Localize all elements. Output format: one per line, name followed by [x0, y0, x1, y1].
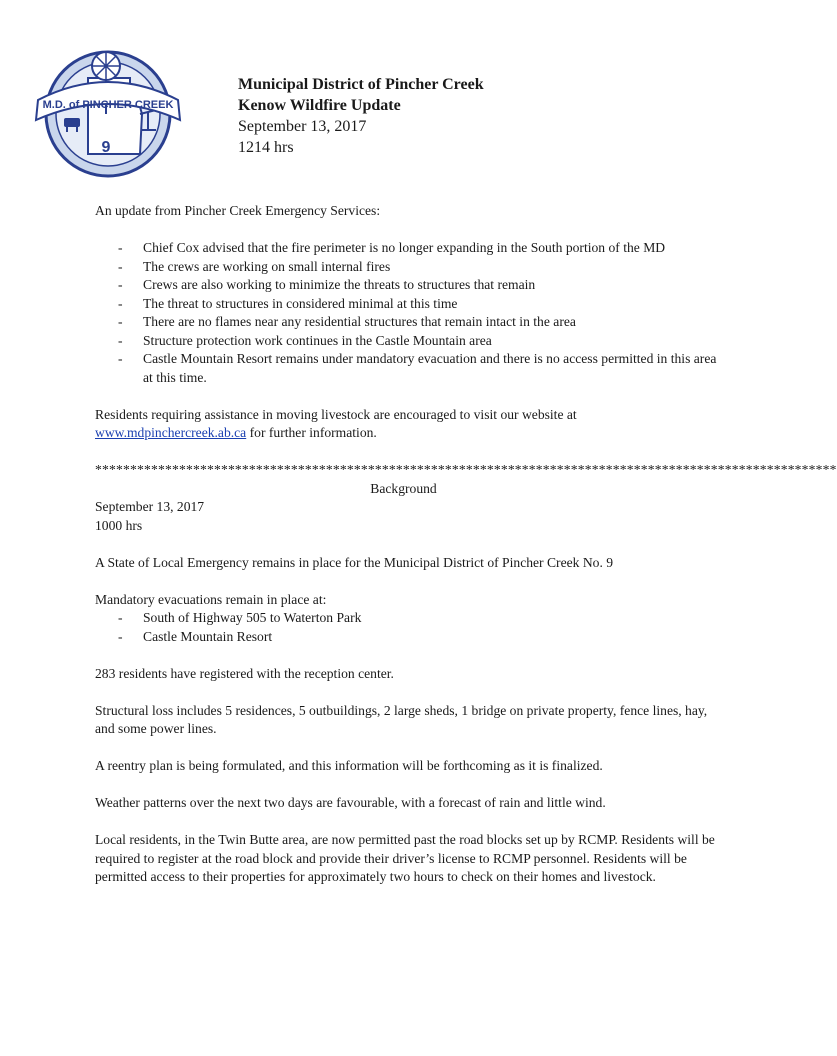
list-item: - There are no flames near any residential structures that remain intact in the area [95, 313, 725, 332]
logo-number: 9 [101, 139, 111, 156]
update-list [95, 239, 725, 387]
header-date: September 13, 2017 [238, 118, 367, 135]
org-name: Municipal District of Pincher Creek [238, 76, 484, 93]
structural-loss: Structural loss includes 5 residences, 5 outbuildings, 2 large sheds, 1 bridge on private property, fence lines, hay, and some power lines. [95, 702, 708, 736]
background-time: 1000 hrs [95, 517, 143, 533]
list-item: - Castle Mountain Resort remains under mandatory evacuation and there is no access permitted in this area at this time. [95, 350, 725, 387]
list-item: - The threat to structures in considered minimal at this time [95, 295, 725, 314]
list-item: - South of Highway 505 to Waterton Park [95, 609, 725, 628]
separator-line: ********************************************************************************************************** [95, 462, 837, 477]
evacuation-intro: Mandatory evacuations remain in place at: [95, 591, 327, 607]
document-title: Kenow Wildfire Update [238, 97, 401, 114]
livestock-text-after: for further information. [246, 425, 377, 440]
list-item: - Structure protection work continues in the Castle Mountain area [95, 332, 725, 351]
evacuation-list [95, 609, 725, 646]
website-link[interactable]: www.mdpinchercreek.ab.ca [95, 425, 247, 440]
background-heading: Background [370, 480, 437, 496]
list-item: - Castle Mountain Resort [95, 628, 725, 647]
reentry-plan: A reentry plan is being formulated, and this information will be forthcoming as it is finalized. [95, 758, 603, 773]
document-body [95, 202, 837, 887]
local-residents-note: Local residents, in the Twin Butte area, are now permitted past the road blocks set up by RCMP. Residents will be required to register at the road block and provide their driver’s license to RCMP personnel. Residents will be permitted access to their properties for approximately two hours to check on their homes and livestock. [95, 832, 715, 884]
list-item: - Chief Cox advised that the fire perimeter is no longer expanding in the South portion of the MD [95, 239, 725, 258]
document-header [238, 74, 484, 158]
md-pincher-creek-logo [30, 34, 186, 190]
list-item: - The crews are working on small internal fires [95, 258, 725, 277]
background-date: September 13, 2017 [95, 499, 205, 514]
registered-count: 283 residents have registered with the reception center. [95, 665, 394, 681]
logo-arc-text: M.D. of PINCHER CREEK [42, 99, 174, 111]
list-item: - Crews are also working to minimize the threats to structures that remain [95, 276, 725, 295]
livestock-paragraph [95, 406, 725, 443]
emergency-statement: A State of Local Emergency remains in place for the Municipal District of Pincher Creek No. 9 [95, 554, 614, 570]
weather-note: Weather patterns over the next two days are favourable, with a forecast of rain and little wind. [95, 795, 606, 810]
header-time: 1214 hrs [238, 139, 294, 156]
update-intro: An update from Pincher Creek Emergency Services: [95, 203, 381, 218]
livestock-text: Residents requiring assistance in moving livestock are encouraged to visit our website at [95, 406, 577, 422]
